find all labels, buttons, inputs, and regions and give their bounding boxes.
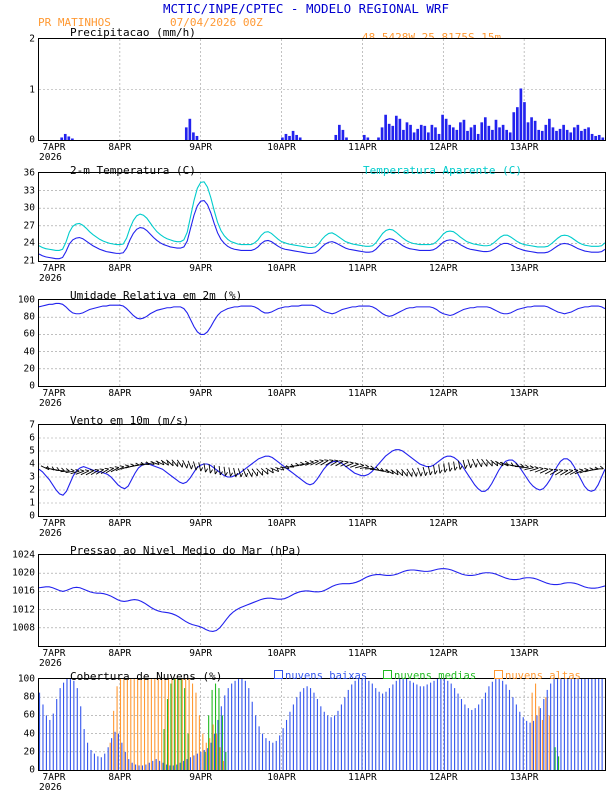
panel-title-temperature: 2-m Temperatura (C) [70, 164, 196, 177]
y-tick-label: 3 [2, 472, 35, 483]
plot-humidity [38, 299, 606, 387]
y-tick-label: 6 [2, 433, 35, 444]
plot-precipitation [38, 38, 606, 141]
y-tick-label: 1012 [2, 604, 35, 615]
y-tick-label: 0 [2, 765, 35, 776]
panel-title-cloud-cover: Cobertura de Nuvens (%) [70, 670, 222, 683]
y-tick-label: 2 [2, 34, 35, 45]
y-tick-label: 4 [2, 459, 35, 470]
y-tick-label: 7 [2, 420, 35, 431]
y-tick-label: 36 [2, 168, 35, 179]
y-tick-label: 20 [2, 363, 35, 374]
x-tick-label: 12APR [429, 648, 458, 659]
y-tick-label: 100 [2, 674, 35, 685]
x-tick-label: 9APR [189, 388, 212, 399]
legend-swatch-mid [383, 670, 392, 679]
x-tick-label: 13APR [510, 648, 539, 659]
y-tick-label: 2 [2, 485, 35, 496]
legend-nuvens-altas [494, 670, 581, 682]
x-tick-label: 10APR [267, 263, 296, 274]
x-tick-label: 8APR [108, 263, 131, 274]
x-tick-label: 13APR [510, 142, 539, 153]
plot-temperature [38, 172, 606, 262]
x-tick-label: 10APR [267, 772, 296, 783]
x-tick-label: 10APR [267, 648, 296, 659]
x-tick-label: 7APR [43, 518, 66, 529]
legend-swatch-low [274, 670, 283, 679]
panel-title-humidity: Umidade Relativa em 2m (%) [70, 289, 242, 302]
y-tick-label: 60 [2, 329, 35, 340]
x-axis-year: 2026 [39, 782, 62, 793]
x-tick-label: 11APR [348, 142, 377, 153]
page-title: MCTIC/INPE/CPTEC - MODELO REGIONAL WRF [0, 1, 612, 16]
legend-nuvens-baixas [274, 670, 367, 682]
x-tick-label: 11APR [348, 518, 377, 529]
x-tick-label: 12APR [429, 142, 458, 153]
legend-label-mid: nuvens medias [394, 670, 476, 682]
x-tick-label: 9APR [189, 772, 212, 783]
panel-title-pressure: Pressao ao Nivel Medio do Mar (hPa) [70, 544, 302, 557]
x-axis-year: 2026 [39, 273, 62, 284]
x-tick-label: 8APR [108, 648, 131, 659]
y-tick-label: 80 [2, 692, 35, 703]
y-tick-label: 21 [2, 256, 35, 267]
x-axis-year: 2026 [39, 528, 62, 539]
y-tick-label: 27 [2, 220, 35, 231]
panel-title-precipitation: Precipitacao (mm/h) [70, 26, 196, 39]
x-tick-label: 13APR [510, 388, 539, 399]
y-tick-label: 80 [2, 312, 35, 323]
y-tick-label: 1016 [2, 586, 35, 597]
panel-title-apparent-temperature: Temperatura Aparente (C) [363, 164, 522, 177]
x-tick-label: 11APR [348, 648, 377, 659]
x-tick-label: 7APR [43, 142, 66, 153]
legend-label-low: nuvens baixas [285, 670, 367, 682]
y-tick-label: 100 [2, 295, 35, 306]
x-tick-label: 9APR [189, 648, 212, 659]
x-tick-label: 7APR [43, 772, 66, 783]
y-tick-label: 1024 [2, 550, 35, 561]
x-tick-label: 12APR [429, 518, 458, 529]
y-tick-label: 30 [2, 203, 35, 214]
y-tick-label: 1020 [2, 568, 35, 579]
x-axis-year: 2026 [39, 398, 62, 409]
y-tick-label: 40 [2, 728, 35, 739]
x-tick-label: 7APR [43, 388, 66, 399]
y-tick-label: 20 [2, 746, 35, 757]
x-tick-label: 13APR [510, 263, 539, 274]
y-tick-label: 1008 [2, 622, 35, 633]
x-tick-label: 10APR [267, 142, 296, 153]
y-tick-label: 0 [2, 381, 35, 392]
x-axis-year: 2026 [39, 658, 62, 669]
legend-nuvens-medias [383, 670, 476, 682]
legend-swatch-high [494, 670, 503, 679]
x-tick-label: 12APR [429, 263, 458, 274]
plot-cloud-cover [38, 678, 606, 771]
x-tick-label: 10APR [267, 388, 296, 399]
run-date: 07/04/2026 00Z [170, 16, 263, 29]
x-tick-label: 8APR [108, 142, 131, 153]
x-tick-label: 12APR [429, 388, 458, 399]
y-tick-label: 1 [2, 498, 35, 509]
x-tick-label: 13APR [510, 518, 539, 529]
x-tick-label: 9APR [189, 518, 212, 529]
plot-wind [38, 424, 606, 517]
x-tick-label: 8APR [108, 388, 131, 399]
y-tick-label: 40 [2, 346, 35, 357]
x-tick-label: 7APR [43, 263, 66, 274]
y-tick-label: 60 [2, 710, 35, 721]
x-tick-label: 11APR [348, 388, 377, 399]
panel-title-wind: Vento em 10m (m/s) [70, 414, 189, 427]
y-tick-label: 33 [2, 185, 35, 196]
y-tick-label: 1 [2, 84, 35, 95]
x-tick-label: 9APR [189, 142, 212, 153]
legend-label-high: nuvens altas [505, 670, 581, 682]
x-tick-label: 8APR [108, 772, 131, 783]
x-tick-label: 10APR [267, 518, 296, 529]
plot-pressure [38, 554, 606, 647]
x-tick-label: 11APR [348, 772, 377, 783]
x-tick-label: 7APR [43, 648, 66, 659]
x-tick-label: 11APR [348, 263, 377, 274]
x-tick-label: 9APR [189, 263, 212, 274]
x-axis-year: 2026 [39, 152, 62, 163]
x-tick-label: 12APR [429, 772, 458, 783]
x-tick-label: 13APR [510, 772, 539, 783]
station-name: PR MATINHOS [38, 16, 111, 29]
y-tick-label: 24 [2, 238, 35, 249]
y-tick-label: 0 [2, 511, 35, 522]
x-tick-label: 8APR [108, 518, 131, 529]
y-tick-label: 5 [2, 446, 35, 457]
y-tick-label: 0 [2, 135, 35, 146]
